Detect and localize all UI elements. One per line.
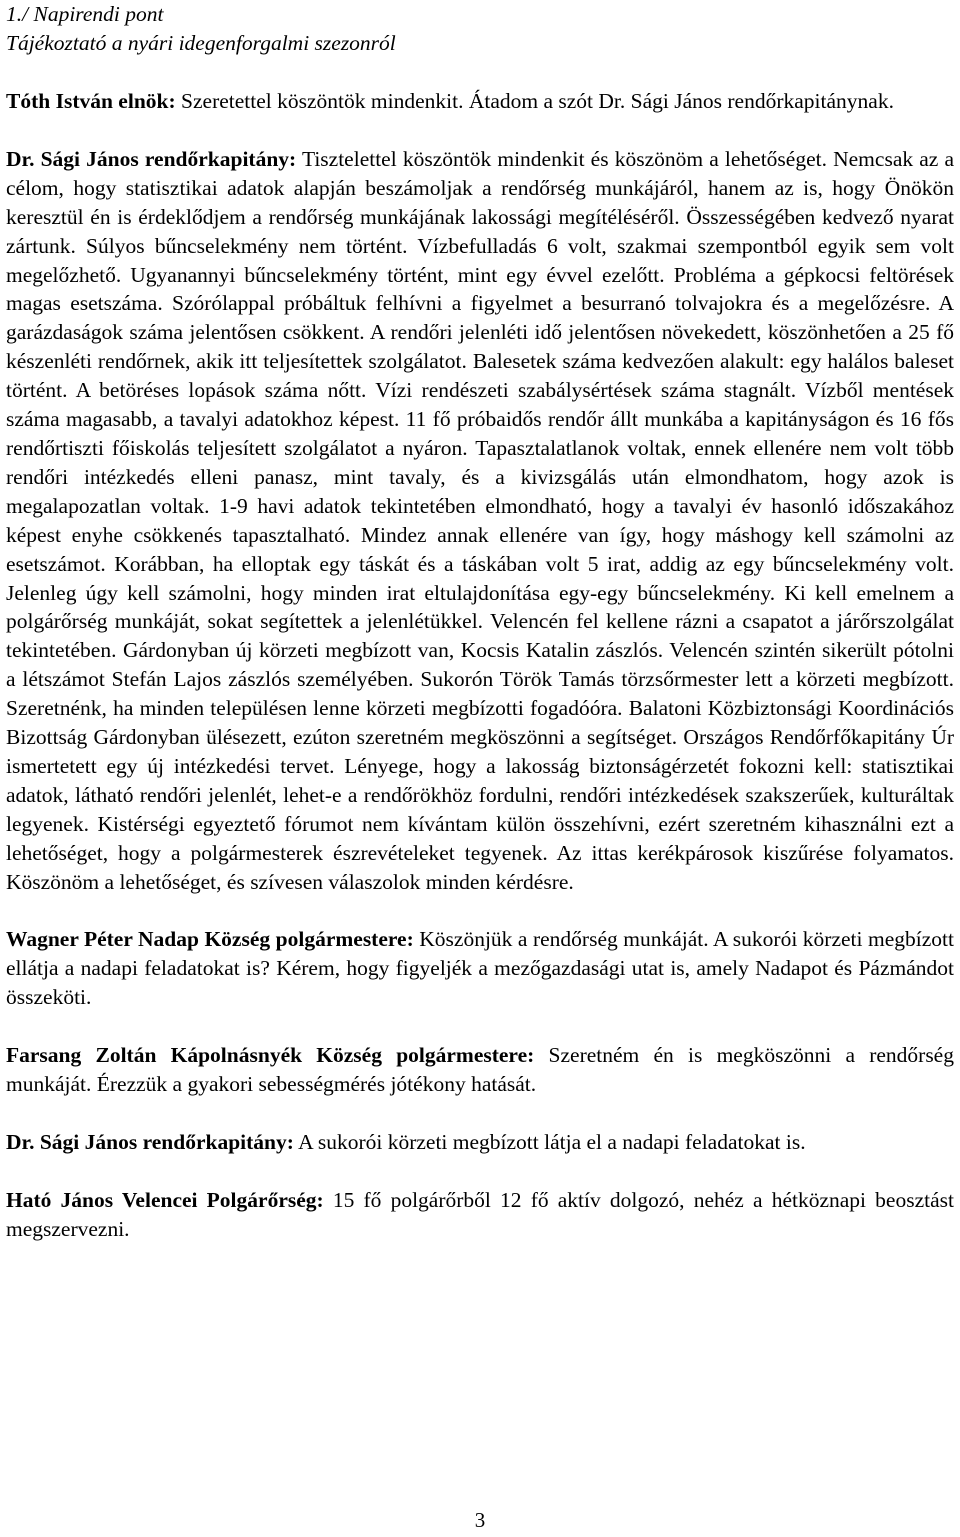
- minutes-paragraph: [6, 1041, 954, 1099]
- speech-text: Szeretném én is megköszönni a rendőrség munkáját. Érezzük a gyakori sebességmérés jótékony hatását.: [6, 1043, 954, 1097]
- speaker-name: Ható János Velencei Polgárőrség:: [6, 1187, 324, 1212]
- agenda-item-title: Tájékoztató a nyári idegenforgalmi szezonról: [6, 31, 396, 55]
- speech-text: Szeretettel köszöntök mindenkit. Átadom a szót Dr. Sági János rendőrkapitánynak.: [175, 89, 894, 113]
- speech-text: A sukorói körzeti megbízott látja el a nadapi feladatokat is.: [293, 1130, 806, 1154]
- minutes-paragraph: [6, 925, 954, 1012]
- agenda-item-number: 1./ Napirendi pont: [6, 2, 164, 26]
- speaker-name: Wagner Péter Nadap Község polgármestere:: [6, 927, 414, 952]
- speaker-name: Dr. Sági János rendőrkapitány:: [6, 1130, 294, 1154]
- minutes-paragraph: [6, 87, 954, 116]
- document-page: [6, 0, 954, 1273]
- speaker-name: Farsang Zoltán Kápolnásnyék Község polgármestere:: [6, 1043, 535, 1068]
- speech-text: Tisztelettel köszöntök mindenkit és köszönöm a lehetőséget. Nemcsak az a célom, hogy statisztikai adatok alapján beszámoljak a rendőrség munkájáról, hanem az is, hogy Önökön keresztül én is érdeklődjem a rendőrség munkájának lakossági megítéléséről. Összességében kedvező nyarat zártunk. Súlyos bűncselekmény nem történt. Vízbefulladás 6 volt, szakmai szempontból egyik sem volt megelőzhető. Ugyanannyi bűncselekmény történt, mint egy évvel ezelőtt. Probléma a gépkocsi feltörések magas esetszáma. Szórólappal próbáltuk felhívni a figyelmet a besurranó tolvajokra és a megelőzésre. A garázdaságok száma jelentősen csökkent. A rendőri jelenléti idő jelentősen növekedett, köszönhetően a 25 fő készenléti rendőrnek, akik itt teljesítettek szolgálatot. Balesetek száma kedvezően alakult: egy halálos baleset történt. A betöréses lopások száma nőtt. Vízi rendészeti szabálysértések száma stagnált. Vízből mentések száma magasabb, a tavalyi adatokhoz képest. 11 fő próbaidős rendőr állt munkába a kapitányságon és 16 fős rendőrtiszti főiskolás teljesített szolgálatot a nyáron. Tapasztalatlanok voltak, ennek ellenére nem volt több rendőri intézkedés elleni panasz, mint tavaly, és a kivizsgálás után elmondhatom, hogy azok is megalapozatlan voltak. 1-9 havi adatok tekintetében elmondható, hogy a tavalyi év hasonló időszakához képest enyhe csökkenés tapasztalható. Mindez annak ellenére van így, hogy máshogy kell számolni az esetszámot. Korábban, ha elloptak egy táskát és a táskában volt 5 irat, addig az egy bűncselekmény volt. Jelenleg úgy kell számolni, hogy minden irat eltulajdonítása egy-egy bűncselekmény. Ki kell emelnem a polgárőrség munkáját, sokat segítettek a jelenlétükkel. Velencén fel kellene rázni a csapatot a járőrszolgálat tekintetében. Gárdonyban új körzeti megbízott van, Kocsis Katalin zászlós. Velencén szintén sikerült pótolni a létszámot Stefán Lajos zászlós személyében. Sukorón Török Tamás törzsőrmester lett a körzeti megbízott. Szeretnénk, ha minden településen lenne körzeti megbízotti fogadóóra. Balatoni Közbiztonsági Koordinációs Bizottság Gárdonyban ülésezett, ezúton szeretném megköszönni a segítséget. Országos Rendőrfőkapitány Úr ismertetett egy új intézkedési tervet. Lényege, hogy a lakosság biztonságérzetét fokozni kell: statisztikai adatok, látható rendőri jelenlét, lehet-e a rendőrökhöz fordulni, rendőri intézkedések szakszerűek, kulturáltak legyenek. Kistérségi egyeztető fórumot nem kívántam külön összehívni, ezért szeretném kihasználni ezt a lehetőséget, hogy a polgármesterek észrevételeket tegyenek. Az ittas kerékpárosok kiszűrése folyamatos. Köszönöm a lehetőséget, és szívesen válaszolok minden kérdésre.: [6, 146, 955, 894]
- speaker-name: Tóth István elnök:: [6, 89, 176, 113]
- minutes-paragraph: [6, 1186, 954, 1244]
- agenda-heading: [6, 0, 954, 58]
- speaker-name: Dr. Sági János rendőrkapitány:: [6, 146, 297, 171]
- speech-text: 15 fő polgárőrből 12 fő aktív dolgozó, nehéz a hétköznapi beosztást megszervezni.: [6, 1187, 954, 1241]
- page-number: 3: [474, 1508, 486, 1532]
- speech-text: Köszönjük a rendőrség munkáját. A sukorói körzeti megbízott ellátja a nadapi feladatokat is? Kérem, hogy figyeljék a mezőgazdasági utat is, amely Nadapot és Pázmándot összeköti.: [6, 927, 954, 1010]
- minutes-paragraph: [6, 1128, 954, 1157]
- minutes-paragraph: [6, 145, 954, 897]
